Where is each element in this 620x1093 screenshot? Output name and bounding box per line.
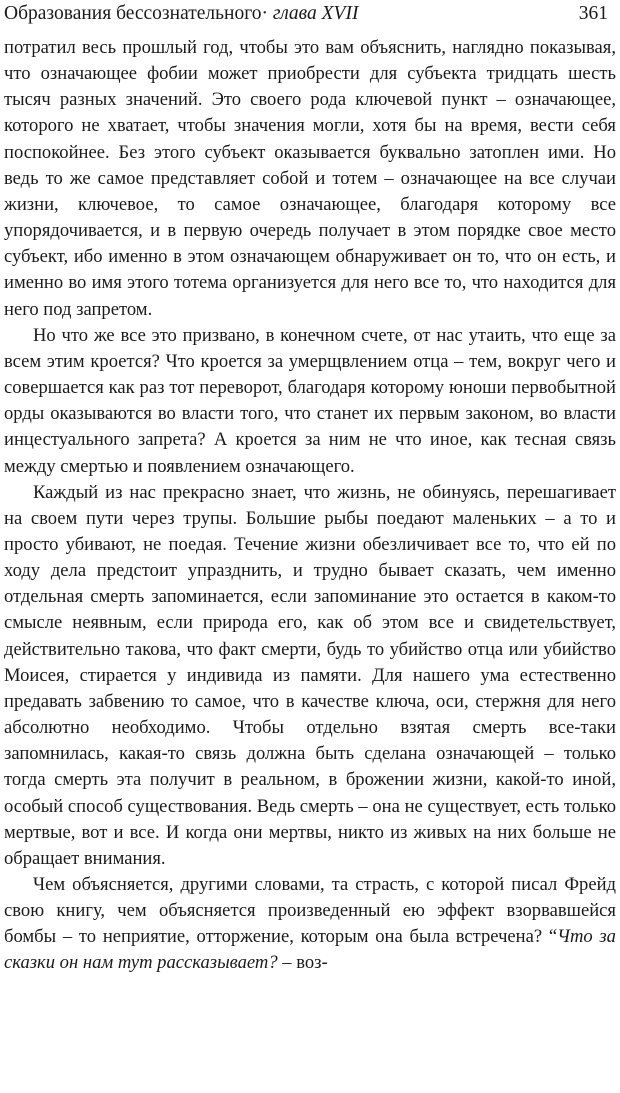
paragraph-4 — [4, 872, 616, 977]
running-head-chapter: глава XVII — [272, 3, 359, 24]
paragraph-4-quote: Что за сказки он нам тут рассказывает? — [4, 926, 616, 974]
paragraph-3: Каждый из нас прекрасно знает, что жизнь, не обинуясь, перешагивает на своем пути через трупы. Большие рыбы поедают маленьких – а то и просто убивают, не поедая. Течение жизни обезличивает все то, что ей по ходу дела предстоит упразднить, и трудно бывает сказать, чем именно отдельная смерть запоминается, если запоминание это остается в каком-то смысле неявным, если природа его, как об этом все и свидетельствует, действительно такова, что факт смерти, будь то убийство отца или убийство Моисея, стирается у индивида из памяти. Для нашего ума естественно предавать забвению то самое, что в качестве ключа, оси, стержня для него абсолютно необходимо. Чтобы отдельно взятая смерть все-таки запомнилась, какая-то связь должна быть сделана означающей – только тогда смерть эта получит в реальном, в брожении жизни, какой-то иной, особый способ существования. Ведь смерть – она не существует, есть только мертвые, вот и все. И когда они мертвы, никто из живых на них больше не обращает внимания. — [4, 481, 616, 869]
page-number: 361 — [578, 3, 608, 24]
running-head-title: Образования бессознательного· — [4, 3, 268, 24]
paragraph-4-continuation: – воз- — [277, 952, 328, 974]
paragraph-2: Но что же все это призвано, в конечном счете, от нас утаить, что еще за всем этим кроется? Что кроется за умерщвлением отца – тем, вокруг чего и совершается как раз тот переворот, благодаря которому юноши первобытной орды оказываются во власти того, что станет их первым законом, во власти инцестуального запрета? А кроется за ним не что иное, как тесная связь между смертью и появлением означающего. — [4, 324, 616, 477]
running-head — [4, 0, 616, 35]
paragraph-1: потратил весь прошлый год, чтобы это вам объяснить, наглядно показывая, что означающее фобии может приобрести для субъекта тридцать шесть тысяч разных значений. Это своего рода ключевой пункт – означающее, которого не хватает, чтобы значения могли, хотя бы на время, вести себя поспокойнее. Без этого субъект оказывается буквально затоплен ими. Но ведь то же самое представляет собой и тотем – означающее на все случаи жизни, ключевое, то самое означающее, благодаря которому все упорядочивается, и в первую очередь получает в этом порядке свое место субъект, ибо именно в этом означающем обнаруживает он то, что он есть, и именно во имя этого тотема организуется для него все то, что находится для него под запретом. — [4, 37, 616, 320]
body-text — [4, 35, 616, 977]
running-head-title-group — [4, 1, 358, 27]
paragraph-4-text: Чем объясняется, другими словами, та страсть, с которой писал Фрейд свою книгу, чем объясняется произведенный ею эффект взорвавшейся бомбы – то неприятие, отторжение, которым она была встречена? “ — [4, 874, 616, 948]
